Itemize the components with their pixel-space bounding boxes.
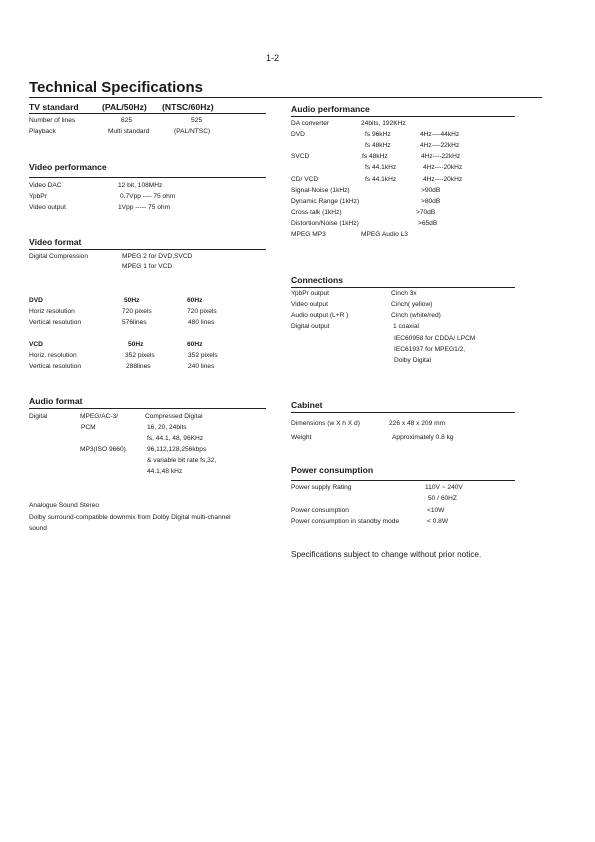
- spec-value: 576lines: [122, 319, 147, 326]
- spec-value: Cinch( yellow): [391, 301, 433, 308]
- tv-standard-pal-header: (PAL/50Hz): [102, 102, 147, 112]
- spec-label: DVD: [291, 131, 305, 138]
- spec-value: 352 pixels: [188, 352, 218, 359]
- spec-label: Dynamic Range (1kHz): [291, 198, 360, 205]
- spec-label: Weight: [291, 434, 312, 441]
- spec-value: 0.7Vpp ---- 75 ohm: [120, 193, 176, 200]
- tv-standard-heading: TV standard: [29, 102, 79, 112]
- spec-value: 44.1,48 kHz: [147, 468, 183, 475]
- spec-value: fs 96kHz: [365, 131, 391, 138]
- spec-label: Digital: [29, 413, 48, 420]
- spec-value: 288lines: [126, 363, 151, 370]
- spec-label: Digital output: [291, 323, 330, 330]
- spec-value: MPEG/AC-3/: [80, 413, 119, 420]
- dolby-text: Dolby surround-compatible downmix from Dolby Digital multi-channel: [29, 514, 231, 521]
- spec-value: 226 x 48 x 209 mm: [389, 420, 446, 427]
- spec-value: MPEG Audio L3: [361, 231, 408, 238]
- section-rule: [291, 287, 515, 288]
- spec-value: MP3(ISO 9660): [80, 446, 126, 453]
- spec-label: MPEG MP3: [291, 231, 326, 238]
- video-performance-heading: Video performance: [29, 162, 107, 172]
- spec-value: < 0.8W: [427, 518, 449, 525]
- spec-label: Vertical resolution: [29, 319, 82, 326]
- spec-label: Distortion/Noise (1kHz): [291, 220, 359, 227]
- spec-label: Cross talk (1kHz): [291, 209, 342, 216]
- spec-label: Power consumption in standby mode: [291, 518, 400, 525]
- analogue-sound-text: Analogue Sound Stereo: [29, 502, 100, 509]
- spec-value: 1Vpp ----- 75 ohm: [118, 204, 171, 211]
- section-rule: [29, 177, 266, 178]
- spec-label: Playback: [29, 128, 56, 135]
- spec-value: fs 44.1kHz: [365, 176, 397, 183]
- section-rule: [291, 480, 515, 481]
- spec-value: >70dB: [416, 209, 436, 216]
- spec-value: 96,112,128,256kbps: [147, 446, 207, 453]
- spec-label: Vertical resolution: [29, 363, 82, 370]
- spec-value: 525: [191, 117, 203, 124]
- spec-value: fs 44.1kHz: [365, 164, 397, 171]
- spec-value: Compressed Digital: [145, 413, 203, 420]
- page-title: Technical Specifications: [29, 79, 203, 96]
- spec-value: fs 48kHz: [362, 153, 388, 160]
- spec-value: MPEG 1 for VCD: [122, 263, 173, 270]
- dvd-60hz-header: 60Hz: [187, 297, 203, 304]
- spec-label: Power consumption: [291, 507, 349, 514]
- spec-value: 4Hz----20kHz: [423, 164, 463, 171]
- spec-value: Multi standard: [108, 128, 150, 135]
- spec-label: DA converter: [291, 120, 330, 127]
- spec-value: IEC60958 for CDDA/ LPCM: [394, 335, 476, 342]
- spec-value: 110V ~ 240V: [425, 484, 463, 491]
- spec-value: MPEG 2 for DVD,SVCD: [122, 253, 193, 260]
- spec-value: 480 lines: [188, 319, 215, 326]
- spec-value: 4Hz----44kHz: [420, 131, 460, 138]
- dvd-label: DVD: [29, 297, 43, 304]
- spec-value: >80dB: [421, 198, 441, 205]
- spec-value: fs 48kHz: [365, 142, 391, 149]
- power-consumption-heading: Power consumption: [291, 465, 374, 475]
- spec-value: 720 pixels: [187, 308, 217, 315]
- spec-label: YpbPr output: [291, 290, 330, 297]
- spec-label: YpbPr: [29, 193, 47, 200]
- spec-label: Digital Compression: [29, 253, 88, 260]
- spec-value: 625: [121, 117, 133, 124]
- vcd-60hz-header: 60Hz: [187, 341, 203, 348]
- spec-label: Video output: [291, 301, 328, 308]
- spec-label: Signal-Noise (1kHz): [291, 187, 350, 194]
- spec-value: 4Hz----22kHz: [421, 153, 461, 160]
- spec-value: <10W: [427, 507, 445, 514]
- spec-value: & variable bit rate fs,32,: [147, 457, 217, 464]
- spec-value: 720 pixels: [122, 308, 152, 315]
- footer-note: Specifications subject to change without prior notice.: [291, 550, 482, 559]
- spec-label: CD/ VCD: [291, 176, 319, 183]
- spec-label: Horiz resolution: [29, 308, 75, 315]
- spec-label: Number of lines: [29, 117, 76, 124]
- spec-label: Video output: [29, 204, 66, 211]
- spec-value: IEC61937 for MPEG1/2,: [394, 346, 466, 353]
- vcd-50hz-header: 50Hz: [128, 341, 144, 348]
- spec-value: 16, 20, 24bits: [147, 424, 187, 431]
- section-rule: [291, 116, 515, 117]
- section-rule: [29, 408, 266, 409]
- spec-label: Power supply Rating: [291, 484, 352, 491]
- spec-value: fs, 44.1, 48, 96KHz: [147, 435, 204, 442]
- spec-value: Approximately 0.8 kg: [392, 434, 454, 441]
- spec-value: Cinch (white/red): [391, 312, 441, 319]
- section-rule: [29, 249, 266, 250]
- spec-value: 12 bit, 108MHz: [118, 182, 163, 189]
- spec-label: Dimensions (w X h X d): [291, 420, 360, 427]
- audio-format-heading: Audio format: [29, 396, 83, 406]
- spec-value: 1 coaxial: [393, 323, 420, 330]
- spec-value: PCM: [81, 424, 96, 431]
- spec-value: (PAL/NTSC): [174, 128, 211, 135]
- spec-label: Audio output (L+R ): [291, 312, 349, 319]
- spec-value: >65dB: [418, 220, 438, 227]
- video-format-heading: Video format: [29, 237, 82, 247]
- spec-value: 4Hz----22kHz: [420, 142, 460, 149]
- title-rule: [29, 97, 542, 98]
- dvd-50hz-header: 50Hz: [124, 297, 140, 304]
- connections-heading: Connections: [291, 275, 344, 285]
- spec-value: 240 lines: [188, 363, 215, 370]
- spec-value: 50 / 60HZ: [428, 495, 457, 502]
- spec-label: SVCD: [291, 153, 310, 160]
- spec-value: 352 pixels: [125, 352, 155, 359]
- section-rule: [29, 113, 266, 114]
- cabinet-heading: Cabinet: [291, 400, 323, 410]
- vcd-label: VCD: [29, 341, 43, 348]
- spec-label: Horiz. resolution: [29, 352, 77, 359]
- audio-performance-heading: Audio performance: [291, 104, 370, 114]
- spec-value: Cinch 3x: [391, 290, 417, 297]
- spec-value: Dolby Digital: [394, 357, 432, 364]
- spec-value: 4Hz----20kHz: [423, 176, 463, 183]
- page-number: 1-2: [266, 53, 280, 63]
- dolby-text-cont: sound: [29, 525, 47, 532]
- section-rule: [291, 412, 515, 413]
- tv-standard-ntsc-header: (NTSC/60Hz): [162, 102, 214, 112]
- spec-value: 24bits, 192KHz: [361, 120, 406, 127]
- spec-label: Video DAC: [29, 182, 62, 189]
- spec-value: >90dB: [421, 187, 441, 194]
